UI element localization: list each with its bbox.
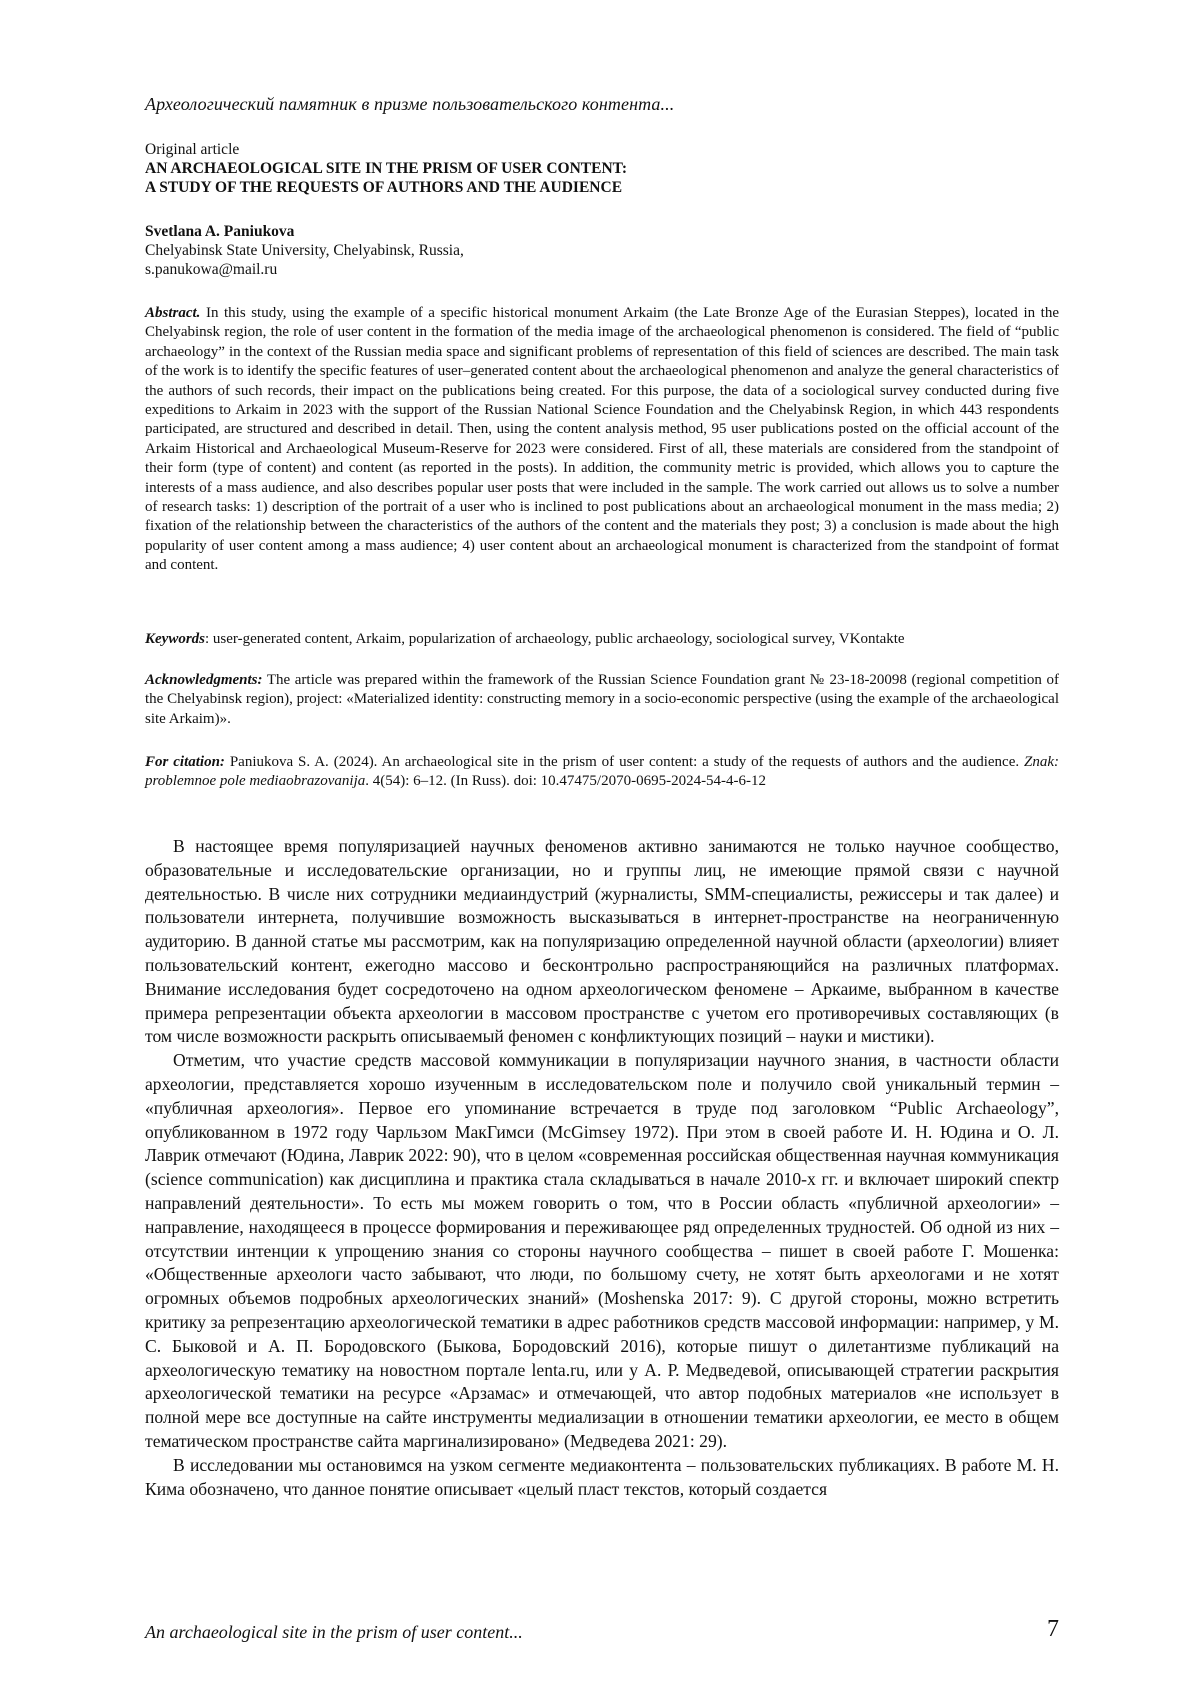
abstract-text: In this study, using the example of a specific historical monument Arkaim (the Late Bronze Age of the Eurasian Steppes), located in the Chelyabinsk region, the role of user content in the formation of the media image of the archaeological phenomenon is considered. The field of “public archaeology” in the context of the Russian media space and significant problems of representation of this field of sciences are described. The main task of the work is to identify the specific features of user–generated content about the archaeological phenomenon and analyze the general characteristics of the authors of such records, their impact on the publications being created. For this purpose, the data of a sociological survey conducted during five expeditions to Arkaim in 2023 with the support of the Russian National Science Foundation and the Chelyabinsk Region, in which 443 respondents participated, are structured and described in detail. Then, using the content analysis method, 95 user publications posted on the official account of the Arkaim Historical and Archaeological Museum-Reserve for 2023 were considered. First of all, these materials are considered from the standpoint of their form (type of content) and content (as reported in the posts). In addition, the community metric is provided, which allows you to capture the interests of a mass audience, and also describes popular user posts that were included in the sample. The work carried out allows us to solve a number of research tasks: 1) description of the portrait of a user who is inclined to post publications about an archaeological monument in the mass media; 2) fixation of the relationship between the characteristics of the authors of the content and the materials they post; 3) a conclusion is made about the high popularity of user content among a mass audience; 4) user content about an archaeological monument is characterized from the standpoint of format and content. <box>145 305 1059 574</box>
abstract <box>145 304 1059 576</box>
citation-text-a: Paniukova S. A. (2024). An archaeological site in the prism of user content: a study of the requests of authors and the audience. <box>224 754 1024 770</box>
author-affiliation: Chelyabinsk State University, Chelyabinsk, Russia, <box>145 242 464 259</box>
acknowledgments-text: The article was prepared within the framework of the Russian Science Foundation grant № 23-18-20098 (regional competition of the Chelyabinsk region), project: «Materialized identity: constructing memory in a socio-economic perspective (using the example of the archaeological site Arkaim)». <box>145 672 1059 727</box>
keywords-label: Keywords <box>145 631 205 647</box>
page-number: 7 <box>1047 1616 1059 1642</box>
author-block <box>145 222 1059 279</box>
acknowledgments-label: Acknowledgments: <box>145 672 263 688</box>
body-paragraph-1: В настоящее время популяризацией научных феноменов активно занимаются не только научное сообщество, образовательные и исследовательские организации, но и группы лиц, не имеющие прямой связи с научной деятельностью. В числе них сотрудники медиаиндустрий (журналисты, SMM-специалисты, режиссеры и так далее) и пользователи интернета, получившие возможность высказываться в интернет-пространстве на неограниченную аудиторию. В данной статье мы рассмотрим, как на популяризацию определенной научной области (археологии) влияет пользовательский контент, ежегодно массово и бесконтрольно распространяющийся на различных платформах. Внимание исследования будет сосредоточено на одном археологическом феномене – Аркаиме, выбранном в качестве примера репрезентации объекта археологии в массовом пространстве с учетом его противоречивых составляющих (в том числе возможности раскрыть описываемый феномен с конфликтующих позиций – науки и мистики). <box>145 836 1059 1047</box>
author-email: s.panukowa@mail.ru <box>145 261 278 278</box>
running-header: Археологический памятник в призме пользовательского контента... <box>145 94 675 114</box>
author-name: Svetlana A. Paniukova <box>145 223 295 240</box>
article-heading <box>145 140 1059 197</box>
citation-label: For citation: <box>145 754 225 770</box>
body-paragraph-3: В исследовании мы остановимся на узком сегменте медиаконтента – пользовательских публикациях. В работе М. Н. Кима обозначено, что данное понятие описывает «целый пласт текстов, который создается <box>145 1454 1059 1499</box>
article-title-line-2: A STUDY OF THE REQUESTS OF AUTHORS AND THE AUDIENCE <box>145 179 623 196</box>
citation <box>145 753 1059 792</box>
article-type: Original article <box>145 141 240 158</box>
acknowledgments <box>145 671 1059 729</box>
journal-page <box>145 0 1059 1698</box>
abstract-label: Abstract. <box>145 305 201 321</box>
body-text <box>145 835 1059 1501</box>
body-paragraph-2: Отметим, что участие средств массовой коммуникации в популяризации научного знания, в частности области археологии, представляется хорошо изученным в исследовательском поле и получило свой уникальный термин – «публичная археология». Первое его упоминание встречается в труде под заголовком “Public Archaeology”, опубликованном в 1972 году Чарльзом МакГимси (McGimsey 1972). При этом в своей работе И. Н. Юдина и О. Л. Лаврик отмечают (Юдина, Лаврик 2022: 90), что в целом «современная российская общественная научная коммуникация (science communication) как дисциплина и практика стала складываться в начале 2010-х гг. и включает широкий спектр направлений деятельности». То есть мы можем говорить о том, что в России область «публичной археологии» – направление, находящееся в процессе формирования и переживающее ряд определенных трудностей. Об одной из них – отсутствии интенции к упрощению знания со стороны научного сообщества – пишет в своей работе Г. Мошенка: «Общественные археологи часто забывают, что люди, по большому счету, не хотят быть археологами и не хотят огромных объемов подробных археологических знаний» (Moshenska 2017: 9). С другой стороны, можно встретить критику за репрезентацию археологической тематики в адрес работников средств массовой информации: например, у М. С. Быковой и А. П. Бородовского (Быкова, Бородовский 2016), которые пишут о дилетантизме публикаций на археологическую тематику на новостном портале lenta.ru, или у А. Р. Медведевой, описывающей стратегии раскрытия археологической тематики на ресурсе «Арзамас» и отмечающей, что автор подобных материалов «не использует в полной мере все доступные на сайте инструменты медиализации в отношении тематики археологии, ее место в общем тематическом пространстве сайта маргинализировано» (Медведева 2021: 29). <box>145 1050 1059 1451</box>
keywords <box>145 630 1059 649</box>
article-title-line-1: AN ARCHAEOLOGICAL SITE IN THE PRISM OF USER CONTENT: <box>145 160 628 177</box>
running-footer: An archaeological site in the prism of user content... <box>145 1622 523 1642</box>
citation-journal: Znak: problemnoe pole mediaobrazovanija <box>145 754 1059 790</box>
citation-text-b: . 4(54): 6–12. (In Russ). doi: 10.47475/2070-0695-2024-54-4-6-12 <box>365 773 767 790</box>
keywords-text: : user-generated content, Arkaim, popularization of archaeology, public archaeology, sociological survey, VKontakte <box>205 631 905 647</box>
